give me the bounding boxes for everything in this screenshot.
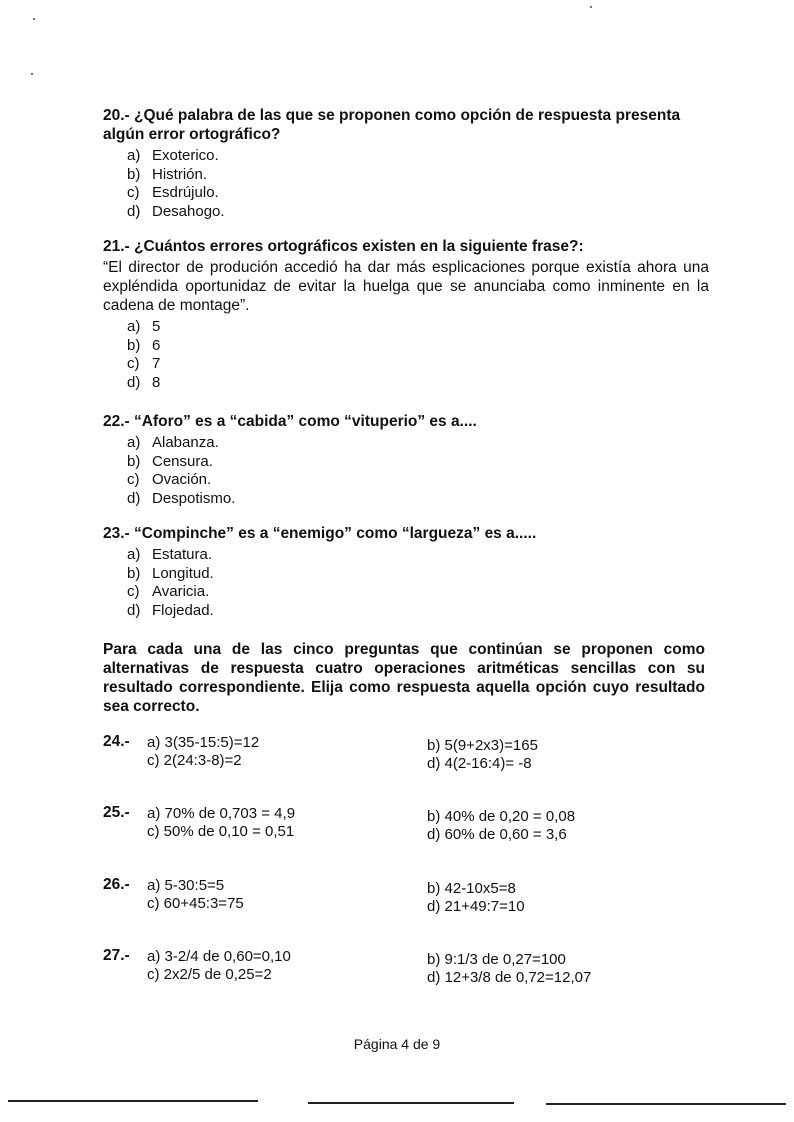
options-list: [127, 546, 709, 620]
option-a: a) 70% de 0,703 = 4,9: [147, 805, 296, 822]
option-text: Histrión.: [152, 165, 208, 183]
option-a: a) 3(35-15:5)=12: [147, 734, 260, 751]
option-letter: d): [127, 489, 141, 507]
options-list: [127, 318, 709, 392]
scan-speck: [590, 6, 592, 8]
option: [127, 184, 709, 203]
option-text: Ovación.: [152, 471, 212, 489]
question-sentence: “El director de produción accedió ha dar más esplicaciones porque existía ahora una expléndida oportunidaz de evitar la huelga que se anunciaba como inminente en la cadena de montage”.: [103, 259, 709, 314]
option-letter: a): [127, 434, 141, 451]
option-text: 6: [152, 336, 161, 354]
option: [127, 565, 709, 584]
option: [127, 490, 709, 509]
question-title: 22.- “Aforo” es a “cabida” como “vituperio” es a....: [103, 413, 477, 430]
option-c: c) 2x2/5 de 0,25=2: [147, 966, 272, 983]
option-d: d) 21+49:7=10: [427, 898, 525, 915]
option: [127, 355, 709, 374]
question-25: [103, 804, 663, 844]
option-d: d) 4(2-16:4)= -8: [427, 755, 532, 772]
option-a: a) 5-30:5=5: [147, 877, 225, 894]
option-a: a) 3-2/4 de 0,60=0,10: [147, 948, 291, 965]
option: [127, 374, 709, 393]
question-22: [103, 412, 709, 508]
question-23: [103, 524, 709, 620]
options-list: [127, 147, 709, 221]
option-text: Esdrújulo.: [152, 184, 219, 202]
option: [127, 602, 709, 621]
scan-speck: [31, 73, 33, 75]
option-letter: b): [127, 564, 141, 582]
arithmetic-instructions: Para cada una de las cinco preguntas que continúan se proponen como alternativas de respuesta cuatro operaciones aritméticas sencillas con su resultado correspondiente. Elija como respuesta aquella opción cuyo resultado sea correcto.: [103, 641, 705, 715]
option: [127, 434, 709, 453]
option-letter: b): [127, 165, 141, 183]
option-letter: d): [127, 601, 141, 619]
question-21: [103, 237, 709, 392]
question-number: 24.-: [103, 733, 130, 750]
scan-line: [8, 1100, 258, 1102]
option: [127, 453, 709, 472]
option-d: d) 60% de 0,60 = 3,6: [427, 826, 567, 843]
scan-speck: [33, 18, 35, 20]
option: [127, 166, 709, 185]
scan-line: [546, 1103, 786, 1105]
option-text: Desahogo.: [152, 202, 225, 220]
option-letter: c): [127, 583, 140, 601]
question-26: [103, 876, 663, 916]
scan-line: [308, 1102, 514, 1104]
option-letter: c): [127, 184, 140, 202]
option-text: Longitud.: [152, 564, 214, 582]
option-b: b) 42-10x5=8: [427, 880, 516, 897]
question-20: [103, 106, 709, 221]
question-title: 23.- “Compinche” es a “enemigo” como “largueza” es a.....: [103, 525, 537, 542]
option-b: b) 9:1/3 de 0,27=100: [427, 951, 566, 968]
question-number: 27.-: [103, 947, 130, 964]
options-list: [127, 434, 709, 508]
option: [127, 583, 709, 602]
question-27: [103, 947, 663, 987]
option-text: 8: [152, 373, 161, 391]
option-letter: a): [127, 546, 141, 563]
option: [127, 546, 709, 565]
option-letter: d): [127, 373, 141, 391]
option-letter: b): [127, 336, 141, 354]
option-b: b) 40% de 0,20 = 0,08: [427, 808, 576, 825]
question-24: [103, 733, 663, 773]
option-letter: b): [127, 452, 141, 470]
option-c: c) 50% de 0,10 = 0,51: [147, 823, 295, 840]
option-d: d) 12+3/8 de 0,72=12,07: [427, 969, 592, 986]
option-letter: a): [127, 318, 141, 335]
question-number: 25.-: [103, 804, 130, 821]
option-text: Exoterico.: [152, 147, 219, 164]
question-number: 26.-: [103, 876, 130, 893]
option: [127, 337, 709, 356]
option-letter: d): [127, 202, 141, 220]
question-title: 21.- ¿Cuántos errores ortográficos existen en la siguiente frase?:: [103, 238, 584, 255]
option-text: Avaricia.: [152, 583, 210, 601]
option-letter: c): [127, 355, 140, 373]
option-text: Censura.: [152, 452, 213, 470]
option-text: Alabanza.: [152, 434, 219, 451]
option-text: 7: [152, 355, 161, 373]
question-title: 20.- ¿Qué palabra de las que se proponen como opción de respuesta presenta algún error ortográfico?: [103, 107, 681, 143]
option-text: Flojedad.: [152, 601, 214, 619]
option-b: b) 5(9+2x3)=165: [427, 737, 538, 754]
option: [127, 471, 709, 490]
option-text: Estatura.: [152, 546, 213, 563]
option-letter: a): [127, 147, 141, 164]
option-text: Despotismo.: [152, 489, 236, 507]
option: [127, 147, 709, 166]
option-c: c) 60+45:3=75: [147, 895, 244, 912]
option-c: c) 2(24:3-8)=2: [147, 752, 242, 769]
page-number: Página 4 de 9: [353, 1036, 441, 1052]
option-text: 5: [152, 318, 161, 335]
option: [127, 203, 709, 222]
option-letter: c): [127, 471, 140, 489]
option: [127, 318, 709, 337]
